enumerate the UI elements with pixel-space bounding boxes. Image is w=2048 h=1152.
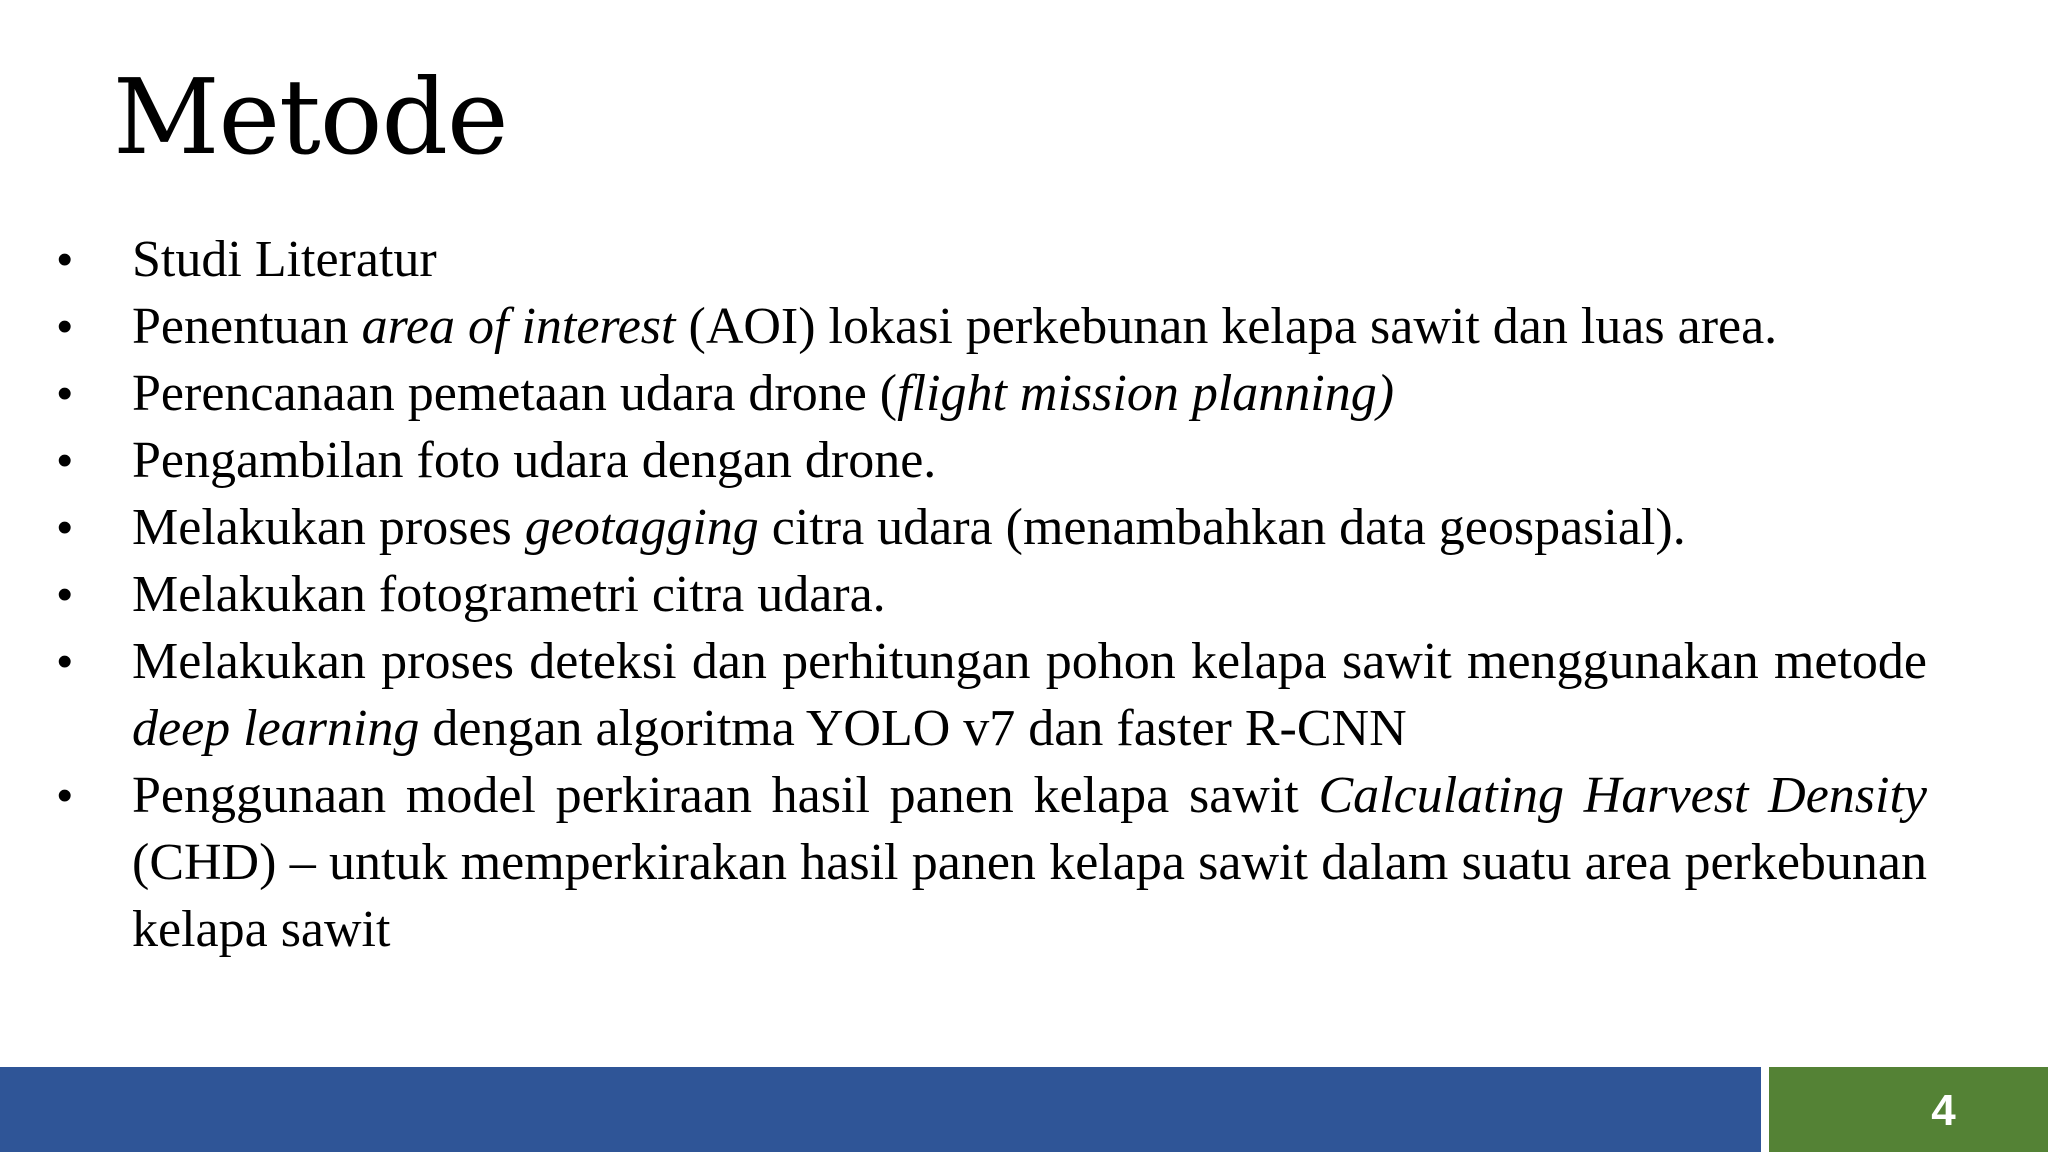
bullet-text: Melakukan proses [132,499,525,556]
bullet-text-italic: Calculating Harvest Density [1318,767,1927,824]
bullet-item [57,427,1927,494]
bullet-text: Melakukan fotogrametri citra udara. [132,566,886,623]
bullet-dot-icon: • [57,771,73,820]
bullet-item [57,628,1927,762]
bullet-text: Perencanaan pemetaan udara drone ( [132,365,898,422]
footer-bar [0,1067,1761,1152]
page-number-box [1769,1067,2048,1152]
bullet-text: Melakukan proses deteksi dan perhitungan pohon kelapa sawit menggunakan metode [132,633,1927,690]
bullet-item [57,226,1927,293]
bullet-text: Studi Literatur [132,231,437,288]
bullet-item [57,762,1927,963]
bullet-text: citra udara (menambahkan data geospasial). [758,499,1686,556]
bullet-text: (CHD) – untuk memperkirakan hasil panen kelapa sawit dalam suatu area perkebunan kelapa sawit [132,834,1927,958]
bullet-text-italic: area of interest [361,298,676,355]
bullet-dot-icon: • [57,369,73,418]
page-number: 4 [1931,1086,1956,1135]
bullet-dot-icon: • [57,570,73,619]
bullet-dot-icon: • [57,637,73,686]
bullet-item [57,360,1927,427]
bullet-text: Pengambilan foto udara dengan drone. [132,432,937,489]
bullet-item [57,494,1927,561]
bullet-text-italic: geotagging [524,499,759,556]
bullet-text-italic: flight mission planning) [897,365,1395,422]
bullet-dot-icon: • [57,503,73,552]
bullet-text: Penentuan [132,298,362,355]
bullet-dot-icon: • [57,302,73,351]
bullet-dot-icon: • [57,235,73,284]
bullet-item [57,561,1927,628]
bullet-text: Penggunaan model perkiraan hasil panen kelapa sawit [132,767,1319,824]
bullet-item [57,293,1927,360]
slide-title: Metode [113,56,508,178]
bullet-text-italic: deep learning [132,700,420,757]
bullet-dot-icon: • [57,436,73,485]
bullet-list [0,226,2048,963]
bullet-text: dengan algoritma YOLO v7 dan faster R-CNN [419,700,1407,757]
bullet-text: (AOI) lokasi perkebunan kelapa sawit dan luas area. [675,298,1778,355]
